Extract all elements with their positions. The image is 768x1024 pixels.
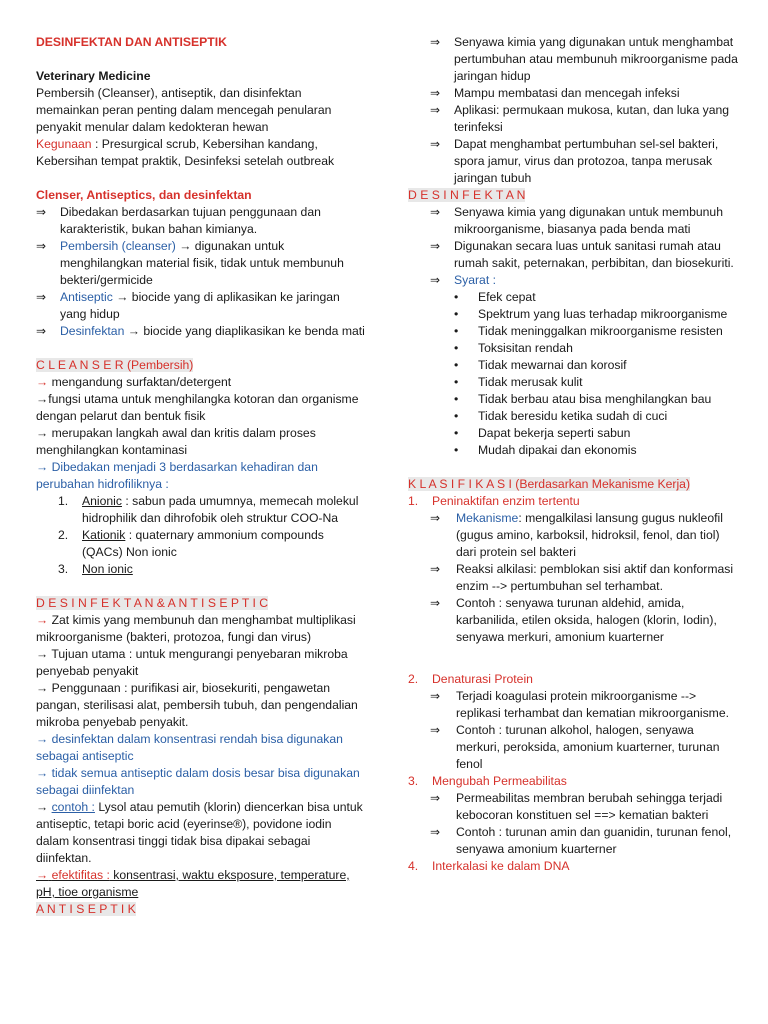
implies-icon: ⇒ [430,689,441,703]
arrow-icon: → [36,732,49,746]
da-line-2: → Tujuan utama : untuk mengurangi penyebaran mikroba penyebab penyakit [36,647,348,678]
list-item: 3. Non ionic [58,562,133,576]
list-item: ⇒ Desinfektan → biocide yang diaplikasikan ke benda mati [36,324,365,338]
kegunaan-paragraph [36,136,366,170]
section-klasifikasi-title: K L A S I F I K A S I (Berdasarkan Mekanisme Kerja) [408,477,691,491]
list-item: • Tidak beresidu ketika sudah di cuci [408,408,738,425]
list-item: ⇒ Permeabilitas membran berubah sehingga terjadi kebocoran konstituen sel ==> kematian bakteri [430,791,723,822]
list-item: ⇒ Mampu membatasi dan mencegah infeksi [430,86,680,100]
implies-icon: ⇒ [36,290,47,304]
arrow-icon: → [36,681,49,695]
implies-icon: ⇒ [430,825,441,839]
k2-sublist [408,688,738,773]
implies-icon: ⇒ [430,596,441,610]
antiseptik-list [408,34,738,187]
section-desinfektan-title: D E S I N F E K T A N [408,188,526,202]
syarat-list [408,289,738,459]
arrow-icon: → [36,375,49,389]
implies-icon: ⇒ [430,791,441,805]
klasifikasi-item-2: 2. Denaturasi Protein [408,672,533,686]
cleanser-line-2: →fungsi utama untuk menghilangka kotoran dan organisme dengan pelarut dan bentuk fisik [36,392,359,423]
k1-sublist [408,510,738,646]
implies-icon: ⇒ [430,86,441,100]
implies-icon: ⇒ [36,324,47,338]
intro-paragraph: Pembersih (Cleanser), antiseptik, dan disinfektan memainkan peran penting dalam mencegah penularan penyakit menular dalam kedokteran hewan [36,86,332,134]
section-cleanser-antiseptics-title: Clenser, Antiseptics, dan desinfektan [36,188,252,202]
list-item: ⇒ Dapat menghambat pertumbuhan sel-sel bakteri, spora jamur, virus dan protozoa, tanpa merusak jaringan tubuh [430,137,719,185]
klasifikasi-list-2 [408,671,738,688]
arrow-icon: → [36,766,49,780]
kegunaan-label: Kegunaan [36,137,92,151]
left-column [36,34,366,918]
implies-icon: ⇒ [430,723,441,737]
list-item: ⇒ Contoh : turunan alkohol, halogen, senyawa merkuri, peroksida, amonium kuarterner, turunan fenol [430,723,720,771]
list-item: ⇒ Dibedakan berdasarkan tujuan penggunaan dan karakteristik, bukan bahan kimianya. [36,205,321,236]
list-item: • Dapat bekerja seperti sabun [408,425,738,442]
list-item: ⇒ Reaksi alkilasi: pemblokan sisi aktif dan konformasi enzim --> pertumbuhan sel terhambat. [430,562,734,593]
cleanser-line-4: → Dibedakan menjadi 3 berdasarkan kehadiran dan perubahan hidrofiliknya : [36,460,318,491]
cleanser-line-1: → mengandung surfaktan/detergent [36,375,232,389]
implies-icon: ⇒ [36,205,47,219]
implies-icon: ⇒ [430,137,441,151]
da-line-1: → Zat kimis yang membunuh dan menghambat multiplikasi mikroorganisme (bakteri, protozoa, fungi dan virus) [36,613,356,644]
arrow-icon: → [36,868,49,882]
arrow-icon: → [36,647,49,661]
list-item: ⇒ Senyawa kimia yang digunakan untuk membunuh mikroorganisme, biasanya pada benda mati [430,205,723,236]
arrow-icon: → [179,239,192,253]
document-title: DESINFEKTAN DAN ANTISEPTIK [36,35,227,49]
list-item: • Tidak meninggalkan mikroorganisme resisten [408,323,738,340]
kegunaan-text: : Presurgical scrub, Kebersihan kandang, Kebersihan tempat praktik, Desinfeksi setelah outbreak [36,137,335,168]
list-item: ⇒ Pembersih (cleanser) → digunakan untuk menghilangkan material fisik, tidak untuk membunuh bekteri/germicide [36,239,344,287]
list-item: ⇒ Aplikasi: permukaan mukosa, kutan, dan luka yang terinfeksi [430,103,730,134]
arrow-icon: → [127,324,140,338]
list-item: ⇒ Contoh : senyawa turunan aldehid, amida, karbanilida, etilen oksida, halogen (klorin, Iodin), senyawa merkuri, amonium kuarterner [430,596,717,644]
cleanser-line-3: → merupakan langkah awal dan kritis dalam proses menghilangkan kontaminasi [36,426,316,457]
section-1-list [36,204,366,340]
subtitle: Veterinary Medicine [36,69,151,83]
implies-icon: ⇒ [430,35,441,49]
list-item: ⇒ Antiseptic → biocide yang di aplikasikan ke jaringan yang hidup [36,290,340,321]
list-item: • Toksisitan rendah [408,340,738,357]
implies-icon: ⇒ [430,239,441,253]
list-item: • Tidak mewarnai dan korosif [408,357,738,374]
list-item: • Tidak berbau atau bisa menghilangkan bau [408,391,738,408]
da-line-7: → efektifitas : konsentrasi, waktu eksposure, temperature, pH, tioe organisme [36,868,350,899]
section-cleanser-title: C L E A N S E R (Pembersih) [36,358,194,372]
list-item: ⇒ Syarat : [430,273,496,287]
k3-sublist [408,790,738,858]
desinfektan-list [408,204,738,289]
da-line-3: → Penggunaan : purifikasi air, biosekuriti, pengawetan pangan, sterilisasi alat, pembersih tubuh, dan pengendalian mikroba penyebab penyakit. [36,681,358,729]
klasifikasi-list [408,493,738,510]
list-item: ⇒ Digunakan secara luas untuk sanitasi rumah atau rumah sakit, peternakan, perbibitan, dan biosekuriti. [430,239,734,270]
list-item: • Mudah dipakai dan ekonomis [408,442,738,459]
right-column [408,34,738,875]
arrow-icon: → [36,460,49,474]
list-item: ⇒ Mekanisme: mengalkilasi lansung gugus nukleofil (gugus amino, karboksil, hidroksil, fenol, dan tiol) dari protein sel bakteri [430,511,723,559]
list-item: ⇒ Terjadi koagulasi protein mikroorganisme --> replikasi terhambat dan kematian mikroorganisme. [430,689,729,720]
arrow-icon: → [36,392,49,406]
list-item: 1. Anionic : sabun pada umumnya, memecah molekul hidrophilik dan dihrofobik oleh struktur COO-Na [58,494,359,525]
klasifikasi-list-3 [408,773,738,790]
implies-icon: ⇒ [430,273,441,287]
list-item: ⇒ Senyawa kimia yang digunakan untuk menghambat pertumbuhan atau membunuh mikroorganisme pada jaringan hidup [430,35,738,83]
cleanser-types-list [36,493,366,578]
da-line-5: → tidak semua antiseptic dalam dosis besar bisa digunakan sebagai diinfektan [36,766,360,797]
list-item: ⇒ Contoh : turunan amin dan guanidin, turunan fenol, senyawa amonium kuarterner [430,825,732,856]
implies-icon: ⇒ [430,511,441,525]
da-line-4: → desinfektan dalam konsentrasi rendah bisa digunakan sebagai antiseptic [36,732,343,763]
list-item: 2. Kationik : quaternary ammonium compounds (QACs) Non ionic [58,528,324,559]
klasifikasi-item-4: 4. Interkalasi ke dalam DNA [408,859,570,873]
implies-icon: ⇒ [430,562,441,576]
list-item: • Efek cepat [408,289,738,306]
arrow-icon: → [36,613,49,627]
da-line-6: → contoh : Lysol atau pemutih (klorin) diencerkan bisa untuk antiseptic, tetapi boric acid (eyerinse®), povidone iodin dalam konsentrasi tinggi tidak bisa dipakai sebagai diinfektan. [36,800,363,865]
section-desinfektan-antiseptic-title: D E S I N F E K T A N & A N T I S E P T I C [36,596,269,610]
implies-icon: ⇒ [430,205,441,219]
implies-icon: ⇒ [36,239,47,253]
klasifikasi-item-3: 3. Mengubah Permeabilitas [408,774,567,788]
klasifikasi-item-1: 1. Peninaktifan enzim tertentu [408,494,580,508]
section-antiseptik-title: A N T I S E P T I K [36,902,136,916]
arrow-icon: → [36,800,49,814]
list-item: • Tidak merusak kulit [408,374,738,391]
klasifikasi-list-4 [408,858,738,875]
implies-icon: ⇒ [430,103,441,117]
list-item: • Spektrum yang luas terhadap mikroorganisme [408,306,738,323]
arrow-icon: → [116,290,129,304]
arrow-icon: → [36,426,49,440]
